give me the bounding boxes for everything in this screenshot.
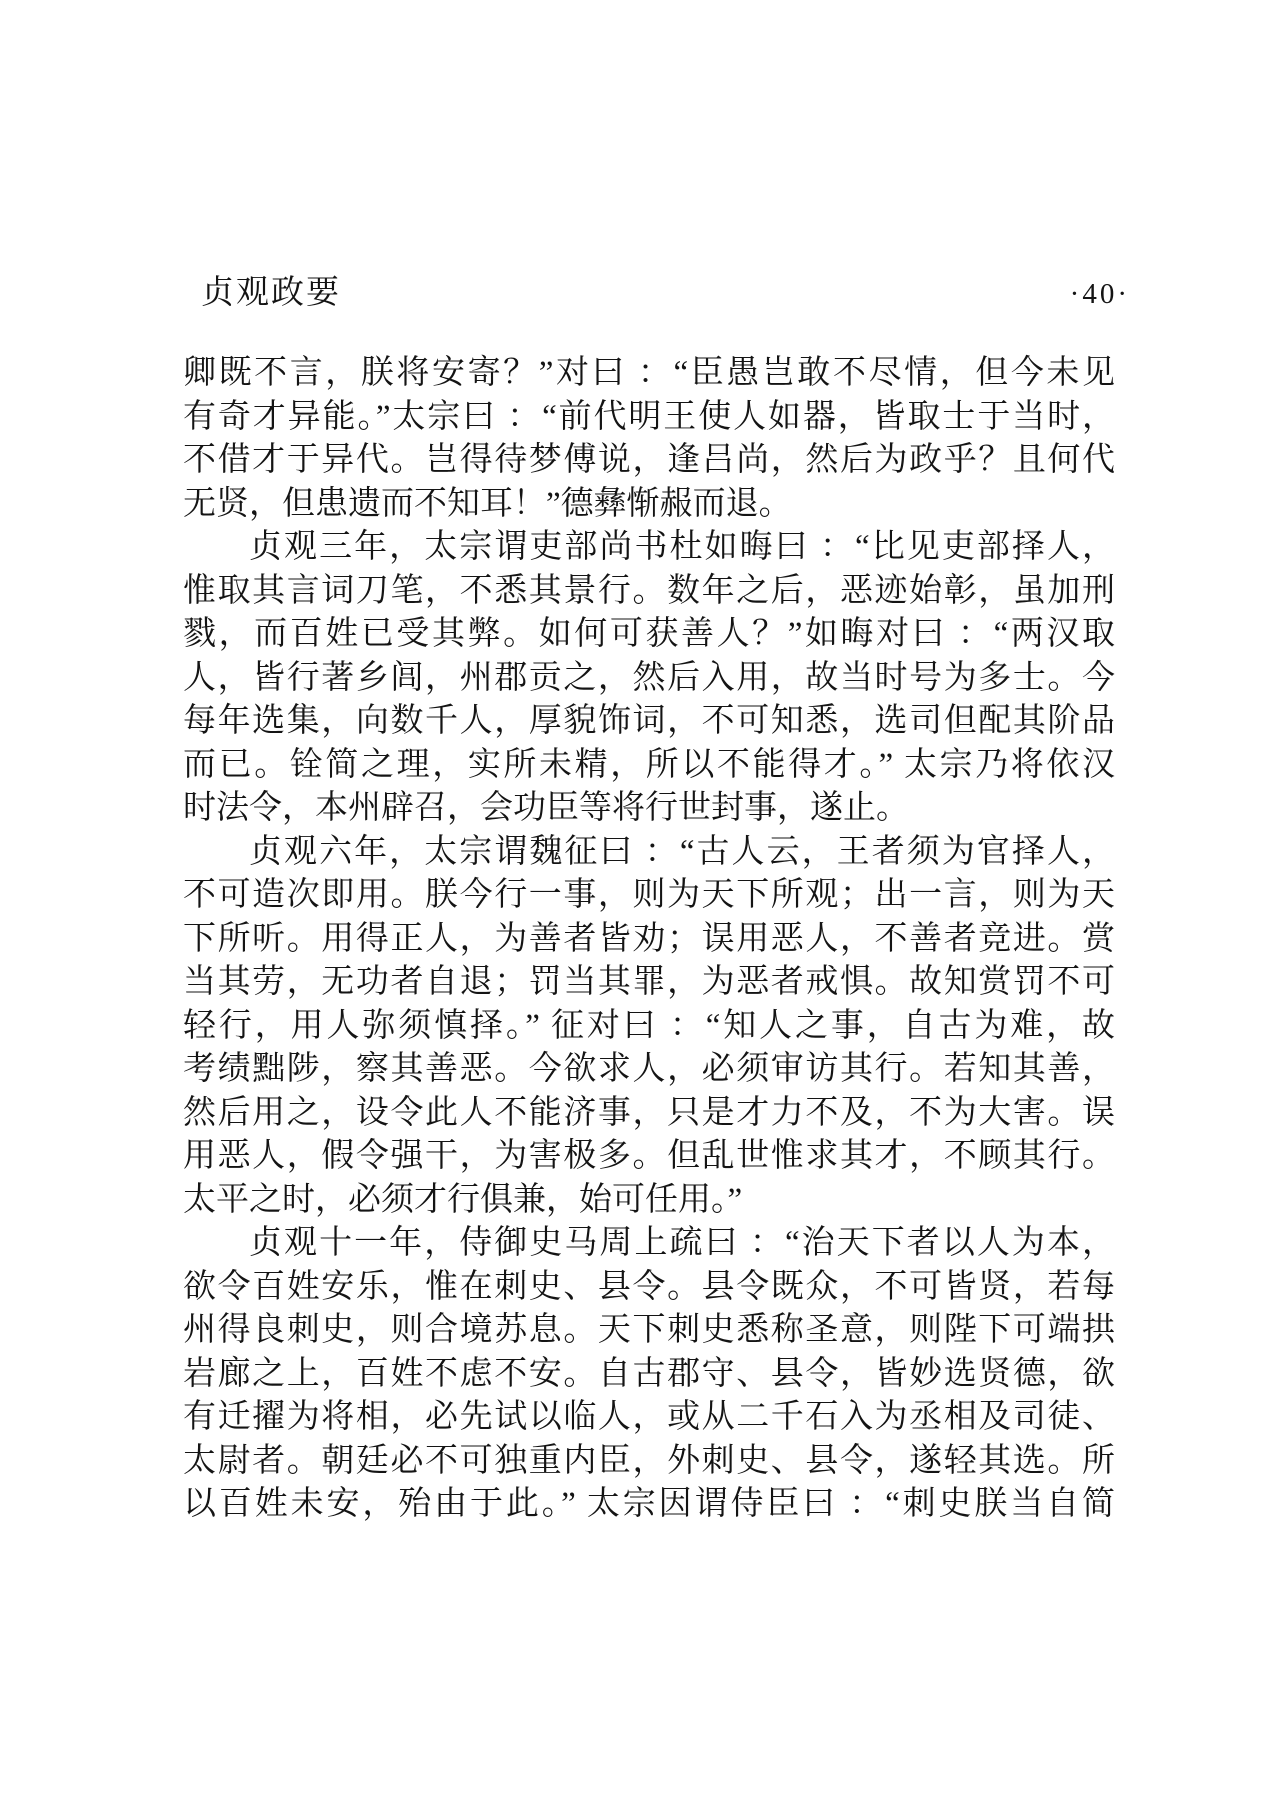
text-line: 太平之时，必须才行俱兼，始可任用。”: [183, 1181, 743, 1218]
text-line: 下所听。用得正人，为善者皆劝；误用恶人，不善者竞进。赏: [183, 920, 1115, 957]
text-line: 有奇才异能。”太宗曰 ：“前代明王使人如器，皆取士于当时，: [183, 398, 1115, 435]
text-line: 州得良刺史，则合境苏息。天下刺史悉称圣意，则陛下可端拱: [183, 1312, 1115, 1348]
body-text: [183, 352, 1115, 1527]
text-line: 每年选集，向数千人，厚貌饰词，不可知悉，选司但配其阶品: [183, 703, 1115, 739]
text-line: 轻行，用人弥须慎择。” 征对曰 ：“知人之事，自古为难，故: [183, 1007, 1115, 1044]
paragraph: [183, 352, 1115, 526]
text-line: 而已。铨简之理，实所未精，所以不能得才。” 太宗乃将依汉: [183, 746, 1115, 783]
text-line: 贞观十一年，侍御史马周上疏曰 ：“治天下者以人为本，: [249, 1225, 1115, 1261]
paragraph: [183, 1222, 1115, 1527]
text-line: 无贤，但患遗而不知耳！”德彝惭赧而退。: [183, 485, 792, 522]
text-line: 不借才于异代。岂得待梦傅说，逢吕尚，然后为政乎？且何代: [183, 442, 1115, 478]
text-line: 当其劳，无功者自退；罚当其罪，为恶者戒惧。故知赏罚不可: [183, 964, 1115, 1000]
page-number: ·40·: [1069, 278, 1130, 310]
text-line: 贞观三年，太宗谓吏部尚书杜如晦曰 ：“比见吏部择人，: [249, 529, 1115, 565]
text-line: 用恶人，假令强干，为害极多。但乱世惟求其才，不顾其行。: [183, 1138, 1115, 1174]
text-line: 不可造次即用。朕今行一事，则为天下所观；出一言，则为天: [183, 877, 1115, 913]
text-line: 时法令，本州辟召，会功臣等将行世封事，遂止。: [183, 790, 909, 826]
text-line: 戮，而百姓已受其弊。如何可获善人？”如晦对曰 ：“两汉取: [183, 616, 1115, 652]
page-header: [183, 266, 1130, 313]
text-line: 太尉者。朝廷必不可独重内臣，外刺史、县令，遂轻其选。所: [183, 1442, 1115, 1479]
paragraph: [183, 526, 1115, 831]
text-line: 然后用之，设令此人不能济事，只是才力不及，不为大害。误: [183, 1094, 1115, 1131]
text-line: 有迁擢为将相，必先试以临人，或从二千石入为丞相及司徒、: [183, 1399, 1115, 1435]
text-line: 欲令百姓安乐，惟在刺史、县令。县令既众，不可皆贤，若每: [183, 1268, 1115, 1305]
text-line: 人，皆行著乡闾，州郡贡之，然后入用，故当时号为多士。今: [183, 659, 1115, 696]
paragraph: [183, 831, 1115, 1223]
text-line: 卿既不言，朕将安寄？”对曰 ：“臣愚岂敢不尽情，但今未见: [183, 355, 1115, 391]
book-title: 贞观政要: [201, 275, 341, 311]
text-line: 贞观六年，太宗谓魏征曰 ：“古人云，王者须为官择人，: [249, 833, 1115, 870]
text-line: 惟取其言词刀笔，不悉其景行。数年之后，恶迹始彰，虽加刑: [183, 572, 1115, 609]
text-line: 以百姓未安，殆由于此。” 太宗因谓侍臣曰 ：“刺史朕当自简: [183, 1486, 1115, 1522]
text-line: 考绩黜陟，察其善恶。今欲求人，必须审访其行。若知其善，: [183, 1051, 1115, 1087]
text-line: 岩廊之上，百姓不虑不安。自古郡守、县令，皆妙选贤德，欲: [183, 1355, 1115, 1392]
